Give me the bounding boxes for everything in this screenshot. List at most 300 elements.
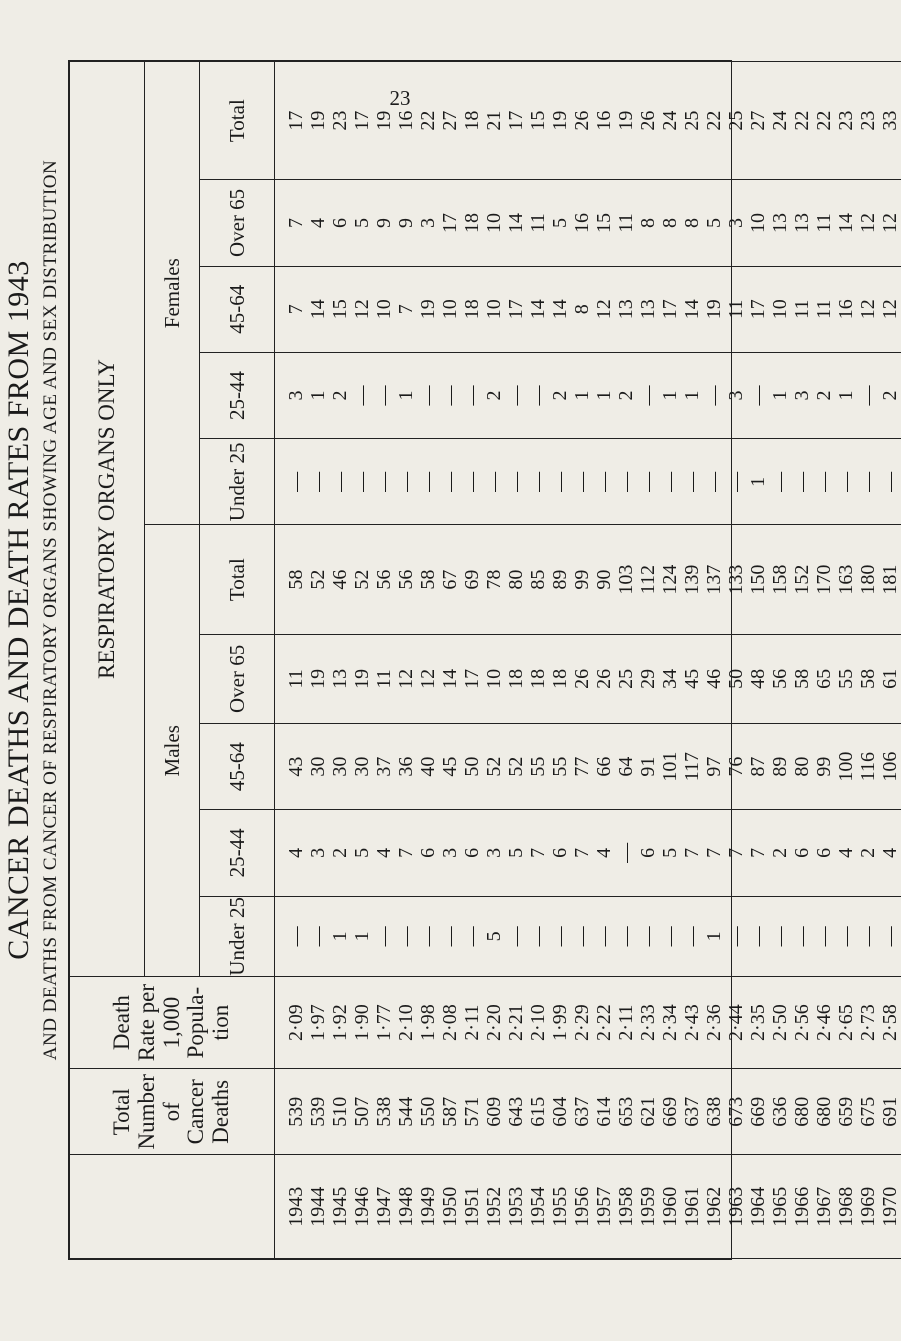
males-under-25-cell: — <box>615 896 637 977</box>
females-over-65-cell: 16 <box>571 180 593 266</box>
males-total-cell: 89 <box>549 525 571 634</box>
females-total-cell: 26 <box>637 62 659 180</box>
females-under-25-cell: — <box>373 439 395 525</box>
year-cell: 1951 <box>461 1155 483 1259</box>
females-45-64-cell: 16 <box>835 266 857 352</box>
females-45-64-cell: 11 <box>813 266 835 352</box>
males-under-25-cell: — <box>417 896 439 977</box>
females-under-25-cell: — <box>417 439 439 525</box>
females-45-64-cell: 14 <box>549 266 571 352</box>
females-25-44-header: 25-44 <box>200 352 275 438</box>
males-under-25-cell: — <box>275 896 308 977</box>
males-under-25-cell: — <box>879 896 901 977</box>
females-over-65-cell: 6 <box>329 180 351 266</box>
females-25-44-cell: — <box>417 352 439 438</box>
females-over-65-cell: 9 <box>373 180 395 266</box>
males-45-64-cell: 99 <box>813 723 835 809</box>
males-total-cell: 158 <box>769 525 791 634</box>
males-over-65-cell: 13 <box>329 634 351 723</box>
females-45-64-cell: 19 <box>417 266 439 352</box>
females-45-64-cell: 11 <box>791 266 813 352</box>
males-total-cell: 52 <box>351 525 373 634</box>
females-45-64-cell: 19 <box>703 266 725 352</box>
females-under-25-cell: — <box>725 439 747 525</box>
males-total-cell: 85 <box>527 525 549 634</box>
males-45-64-cell: 30 <box>351 723 373 809</box>
death-rate-cell: 1·77 <box>373 977 395 1069</box>
females-total-cell: 25 <box>681 62 703 180</box>
death-rate-cell: 2·09 <box>275 977 308 1069</box>
page-number: 23 <box>389 86 411 110</box>
females-over-65-cell: 5 <box>549 180 571 266</box>
males-over-65-cell: 50 <box>725 634 747 723</box>
page-subtitle: AND DEATHS FROM CANCER OF RESPIRATORY ORGANS SHOWING AGE AND SEX DISTRIBUTION <box>40 159 61 1061</box>
females-25-44-cell: 1 <box>307 352 329 438</box>
year-cell: 1968 <box>835 1155 857 1259</box>
year-cell: 1949 <box>417 1155 439 1259</box>
males-25-44-cell: 2 <box>329 810 351 896</box>
females-under-25-cell: — <box>879 439 901 525</box>
total-deaths-cell: 673 <box>725 1069 747 1155</box>
total-deaths-cell: 587 <box>439 1069 461 1155</box>
females-25-44-cell: 1 <box>659 352 681 438</box>
females-over-65-cell: 11 <box>527 180 549 266</box>
females-under-25-cell: — <box>329 439 351 525</box>
table-row <box>725 62 747 1259</box>
females-45-64-cell: 17 <box>747 266 769 352</box>
females-total-cell: 21 <box>483 62 505 180</box>
females-25-44-cell: 2 <box>329 352 351 438</box>
females-over-65-cell: 14 <box>835 180 857 266</box>
total-deaths-cell: 659 <box>835 1069 857 1155</box>
females-under-25-cell: — <box>275 439 308 525</box>
table-row <box>417 62 439 1259</box>
males-over-65-cell: 11 <box>275 634 308 723</box>
females-total-cell: 18 <box>461 62 483 180</box>
table-row <box>813 62 835 1259</box>
total-deaths-cell: 544 <box>395 1069 417 1155</box>
females-under-25-cell: — <box>659 439 681 525</box>
females-over-65-cell: 14 <box>505 180 527 266</box>
year-cell: 1964 <box>747 1155 769 1259</box>
females-over-65-cell: 17 <box>439 180 461 266</box>
males-45-64-cell: 30 <box>307 723 329 809</box>
males-25-44-cell: 2 <box>769 810 791 896</box>
females-under-25-cell: — <box>835 439 857 525</box>
males-over-65-cell: 29 <box>637 634 659 723</box>
table-row <box>329 62 351 1259</box>
females-45-64-cell: 13 <box>615 266 637 352</box>
females-45-64-cell: 10 <box>373 266 395 352</box>
females-under-25-cell: — <box>351 439 373 525</box>
females-total-cell: 19 <box>373 62 395 180</box>
males-total-cell: 58 <box>417 525 439 634</box>
males-25-44-cell: 2 <box>857 810 879 896</box>
total-deaths-cell: 636 <box>769 1069 791 1155</box>
females-under-25-cell: — <box>681 439 703 525</box>
total-deaths-cell: 638 <box>703 1069 725 1155</box>
table-row <box>395 62 417 1259</box>
year-cell: 1967 <box>813 1155 835 1259</box>
females-under-25-cell: — <box>395 439 417 525</box>
females-25-44-cell: — <box>703 352 725 438</box>
females-under-25-cell: — <box>791 439 813 525</box>
males-45-64-cell: 64 <box>615 723 637 809</box>
females-25-44-cell: 1 <box>395 352 417 438</box>
females-under-25-cell: — <box>593 439 615 525</box>
males-header: Males <box>145 525 200 977</box>
year-cell: 1947 <box>373 1155 395 1259</box>
females-total-cell: 22 <box>791 62 813 180</box>
females-total-cell: 23 <box>857 62 879 180</box>
table-row <box>483 62 505 1259</box>
males-total-cell: 133 <box>725 525 747 634</box>
total-deaths-cell: 571 <box>461 1069 483 1155</box>
males-under-25-header: Under 25 <box>200 896 275 977</box>
males-total-cell: 139 <box>681 525 703 634</box>
males-over-65-cell: 26 <box>593 634 615 723</box>
males-under-25-cell: — <box>835 896 857 977</box>
males-25-44-cell: 6 <box>637 810 659 896</box>
group-header: RESPIRATORY ORGANS ONLY <box>70 62 145 977</box>
males-25-44-cell: 4 <box>835 810 857 896</box>
females-over-65-cell: 12 <box>879 180 901 266</box>
total-deaths-cell: 680 <box>813 1069 835 1155</box>
females-45-64-cell: 10 <box>483 266 505 352</box>
table-row <box>461 62 483 1259</box>
females-45-64-cell: 14 <box>527 266 549 352</box>
table-row <box>571 62 593 1259</box>
males-total-cell: 90 <box>593 525 615 634</box>
males-under-25-cell: 1 <box>351 896 373 977</box>
death-rate-cell: 2·11 <box>615 977 637 1069</box>
females-over-65-cell: 5 <box>703 180 725 266</box>
males-25-44-cell: 6 <box>549 810 571 896</box>
males-total-cell: 150 <box>747 525 769 634</box>
table-body <box>275 62 901 1259</box>
males-over-65-cell: 46 <box>703 634 725 723</box>
males-25-44-cell: 6 <box>791 810 813 896</box>
males-25-44-cell: 7 <box>703 810 725 896</box>
females-total-header: Total <box>200 62 275 180</box>
females-25-44-cell: — <box>505 352 527 438</box>
females-45-64-cell: 12 <box>351 266 373 352</box>
females-25-44-cell: — <box>637 352 659 438</box>
table-row <box>593 62 615 1259</box>
females-over-65-cell: 11 <box>813 180 835 266</box>
table-row <box>439 62 461 1259</box>
females-total-cell: 17 <box>351 62 373 180</box>
males-45-64-cell: 45 <box>439 723 461 809</box>
males-under-25-cell: — <box>637 896 659 977</box>
year-cell: 1944 <box>307 1155 329 1259</box>
males-25-44-header: 25-44 <box>200 810 275 896</box>
death-rate-cell: 2·44 <box>725 977 747 1069</box>
females-under-25-cell: — <box>439 439 461 525</box>
females-25-44-cell: 2 <box>615 352 637 438</box>
death-rate-cell: 2·58 <box>879 977 901 1069</box>
death-rate-cell: 2·50 <box>769 977 791 1069</box>
females-over-65-cell: 18 <box>461 180 483 266</box>
total-deaths-cell: 637 <box>571 1069 593 1155</box>
males-45-64-cell: 87 <box>747 723 769 809</box>
death-rate-cell: 1·99 <box>549 977 571 1069</box>
males-25-44-cell: 7 <box>571 810 593 896</box>
year-cell: 1960 <box>659 1155 681 1259</box>
females-total-cell: 26 <box>571 62 593 180</box>
females-under-25-cell: — <box>857 439 879 525</box>
males-under-25-cell: — <box>549 896 571 977</box>
males-over-65-cell: 58 <box>857 634 879 723</box>
males-total-cell: 124 <box>659 525 681 634</box>
total-deaths-cell: 643 <box>505 1069 527 1155</box>
death-rate-cell: 2·56 <box>791 977 813 1069</box>
females-total-cell: 19 <box>307 62 329 180</box>
males-total-cell: 103 <box>615 525 637 634</box>
females-45-64-cell: 18 <box>461 266 483 352</box>
table-row <box>747 62 769 1259</box>
death-rate-cell: 2·29 <box>571 977 593 1069</box>
males-over-65-cell: 19 <box>351 634 373 723</box>
death-rate-header: Death Rate per 1,000 Popula- tion <box>70 977 275 1069</box>
males-under-25-cell: — <box>769 896 791 977</box>
males-over-65-cell: 55 <box>835 634 857 723</box>
males-total-cell: 46 <box>329 525 351 634</box>
year-cell: 1959 <box>637 1155 659 1259</box>
males-under-25-cell: 1 <box>703 896 725 977</box>
males-25-44-cell: 7 <box>725 810 747 896</box>
death-rate-cell: 1·92 <box>329 977 351 1069</box>
females-45-64-cell: 7 <box>275 266 308 352</box>
death-rate-cell: 2·36 <box>703 977 725 1069</box>
death-rate-cell: 2·46 <box>813 977 835 1069</box>
death-rate-cell: 2·11 <box>461 977 483 1069</box>
females-45-64-cell: 11 <box>725 266 747 352</box>
females-under-25-cell: — <box>527 439 549 525</box>
females-under-25-cell: — <box>483 439 505 525</box>
males-45-64-cell: 97 <box>703 723 725 809</box>
females-25-44-cell: 1 <box>835 352 857 438</box>
females-45-64-cell: 17 <box>659 266 681 352</box>
males-over-65-cell: 34 <box>659 634 681 723</box>
females-45-64-cell: 12 <box>593 266 615 352</box>
males-under-25-cell: — <box>593 896 615 977</box>
males-45-64-cell: 100 <box>835 723 857 809</box>
table-frame <box>68 60 901 1260</box>
females-total-cell: 25 <box>725 62 747 180</box>
males-over-65-cell: 58 <box>791 634 813 723</box>
males-25-44-cell: 4 <box>879 810 901 896</box>
males-under-25-cell: — <box>747 896 769 977</box>
males-total-cell: 180 <box>857 525 879 634</box>
females-25-44-cell: 2 <box>813 352 835 438</box>
females-45-64-cell: 10 <box>769 266 791 352</box>
females-45-64-cell: 14 <box>681 266 703 352</box>
table-row <box>275 62 308 1259</box>
males-25-44-cell: 7 <box>747 810 769 896</box>
females-over-65-cell: 8 <box>681 180 703 266</box>
death-rate-cell: 1·97 <box>307 977 329 1069</box>
females-total-cell: 24 <box>769 62 791 180</box>
total-deaths-cell: 510 <box>329 1069 351 1155</box>
females-over-65-cell: 11 <box>615 180 637 266</box>
table-row <box>769 62 791 1259</box>
males-total-cell: 152 <box>791 525 813 634</box>
death-rate-cell: 2·22 <box>593 977 615 1069</box>
females-25-44-cell: 3 <box>725 352 747 438</box>
females-45-64-cell: 15 <box>329 266 351 352</box>
death-rate-cell: 1·98 <box>417 977 439 1069</box>
males-25-44-cell: 4 <box>593 810 615 896</box>
males-total-cell: 80 <box>505 525 527 634</box>
table-row <box>879 62 901 1259</box>
males-45-64-cell: 101 <box>659 723 681 809</box>
total-deaths-cell: 609 <box>483 1069 505 1155</box>
males-under-25-cell: — <box>681 896 703 977</box>
year-header <box>70 1155 275 1259</box>
males-total-cell: 137 <box>703 525 725 634</box>
males-under-25-cell: 5 <box>483 896 505 977</box>
females-25-44-cell: 1 <box>571 352 593 438</box>
females-25-44-cell: 2 <box>483 352 505 438</box>
males-25-44-cell: 5 <box>505 810 527 896</box>
males-total-cell: 163 <box>835 525 857 634</box>
females-25-44-cell: — <box>351 352 373 438</box>
mortality-table <box>69 61 901 1259</box>
males-under-25-cell: — <box>725 896 747 977</box>
males-under-25-cell: 1 <box>329 896 351 977</box>
females-25-44-cell: — <box>439 352 461 438</box>
males-25-44-cell: 7 <box>527 810 549 896</box>
females-total-cell: 16 <box>593 62 615 180</box>
total-deaths-cell: 669 <box>747 1069 769 1155</box>
males-total-cell: 67 <box>439 525 461 634</box>
females-under-25-cell: — <box>461 439 483 525</box>
table-row <box>307 62 329 1259</box>
males-total-cell: 170 <box>813 525 835 634</box>
males-over-65-cell: 12 <box>395 634 417 723</box>
females-over-65-cell: 10 <box>747 180 769 266</box>
death-rate-cell: 2·21 <box>505 977 527 1069</box>
males-25-44-cell: 7 <box>681 810 703 896</box>
death-rate-cell: 2·73 <box>857 977 879 1069</box>
males-under-25-cell: — <box>527 896 549 977</box>
death-rate-cell: 1·90 <box>351 977 373 1069</box>
females-over-65-cell: 8 <box>659 180 681 266</box>
year-cell: 1953 <box>505 1155 527 1259</box>
males-25-44-cell: 7 <box>395 810 417 896</box>
males-25-44-cell: — <box>615 810 637 896</box>
females-under-25-cell: 1 <box>747 439 769 525</box>
females-total-cell: 17 <box>505 62 527 180</box>
total-deaths-cell: 604 <box>549 1069 571 1155</box>
females-under-25-cell: — <box>571 439 593 525</box>
death-rate-cell: 2·08 <box>439 977 461 1069</box>
year-cell: 1961 <box>681 1155 703 1259</box>
females-25-44-cell: — <box>747 352 769 438</box>
males-under-25-cell: — <box>373 896 395 977</box>
year-cell: 1954 <box>527 1155 549 1259</box>
total-deaths-cell: 539 <box>307 1069 329 1155</box>
males-25-44-cell: 4 <box>373 810 395 896</box>
males-45-64-cell: 52 <box>505 723 527 809</box>
year-cell: 1950 <box>439 1155 461 1259</box>
females-total-cell: 33 <box>879 62 901 180</box>
males-45-64-cell: 37 <box>373 723 395 809</box>
males-over-65-cell: 61 <box>879 634 901 723</box>
females-over-65-cell: 8 <box>637 180 659 266</box>
rotated-page-content <box>0 20 901 1260</box>
females-under-25-cell: — <box>505 439 527 525</box>
females-25-44-cell: — <box>857 352 879 438</box>
females-under-25-cell: — <box>703 439 725 525</box>
males-over-65-cell: 45 <box>681 634 703 723</box>
males-over-65-cell: 18 <box>505 634 527 723</box>
page-title: CANCER DEATHS AND DEATH RATES FROM 1943 <box>2 260 35 960</box>
males-over-65-cell: 19 <box>307 634 329 723</box>
table-row <box>659 62 681 1259</box>
males-25-44-cell: 6 <box>417 810 439 896</box>
males-25-44-cell: 3 <box>483 810 505 896</box>
females-45-64-cell: 8 <box>571 266 593 352</box>
males-over-65-cell: 56 <box>769 634 791 723</box>
females-total-cell: 23 <box>329 62 351 180</box>
males-over-65-cell: 17 <box>461 634 483 723</box>
males-over-65-cell: 25 <box>615 634 637 723</box>
females-25-44-cell: — <box>527 352 549 438</box>
death-rate-cell: 2·65 <box>835 977 857 1069</box>
table-row <box>615 62 637 1259</box>
total-number-header: Total Number of Cancer Deaths <box>70 1069 275 1155</box>
males-over-65-cell: 10 <box>483 634 505 723</box>
males-25-44-cell: 6 <box>461 810 483 896</box>
males-45-64-cell: 76 <box>725 723 747 809</box>
males-25-44-cell: 3 <box>307 810 329 896</box>
males-45-64-cell: 91 <box>637 723 659 809</box>
males-under-25-cell: — <box>395 896 417 977</box>
males-25-44-cell: 5 <box>659 810 681 896</box>
males-45-64-cell: 52 <box>483 723 505 809</box>
females-25-44-cell: 3 <box>791 352 813 438</box>
year-cell: 1969 <box>857 1155 879 1259</box>
females-over-65-cell: 9 <box>395 180 417 266</box>
males-25-44-cell: 6 <box>813 810 835 896</box>
females-45-64-cell: 13 <box>637 266 659 352</box>
females-45-64-cell: 10 <box>439 266 461 352</box>
females-25-44-cell: — <box>373 352 395 438</box>
males-over-65-cell: 12 <box>417 634 439 723</box>
males-over-65-cell: 14 <box>439 634 461 723</box>
females-under-25-header: Under 25 <box>200 439 275 525</box>
males-total-cell: 52 <box>307 525 329 634</box>
males-45-64-cell: 50 <box>461 723 483 809</box>
females-25-44-cell: 3 <box>275 352 308 438</box>
females-over-65-cell: 7 <box>275 180 308 266</box>
males-total-cell: 58 <box>275 525 308 634</box>
males-over-65-cell: 18 <box>549 634 571 723</box>
males-total-cell: 99 <box>571 525 593 634</box>
males-45-64-cell: 55 <box>527 723 549 809</box>
females-total-cell: 22 <box>417 62 439 180</box>
males-total-cell: 78 <box>483 525 505 634</box>
males-45-64-cell: 116 <box>857 723 879 809</box>
total-deaths-cell: 669 <box>659 1069 681 1155</box>
females-under-25-cell: — <box>307 439 329 525</box>
total-deaths-cell: 550 <box>417 1069 439 1155</box>
females-45-64-cell: 7 <box>395 266 417 352</box>
males-under-25-cell: — <box>857 896 879 977</box>
year-cell: 1962 <box>703 1155 725 1259</box>
